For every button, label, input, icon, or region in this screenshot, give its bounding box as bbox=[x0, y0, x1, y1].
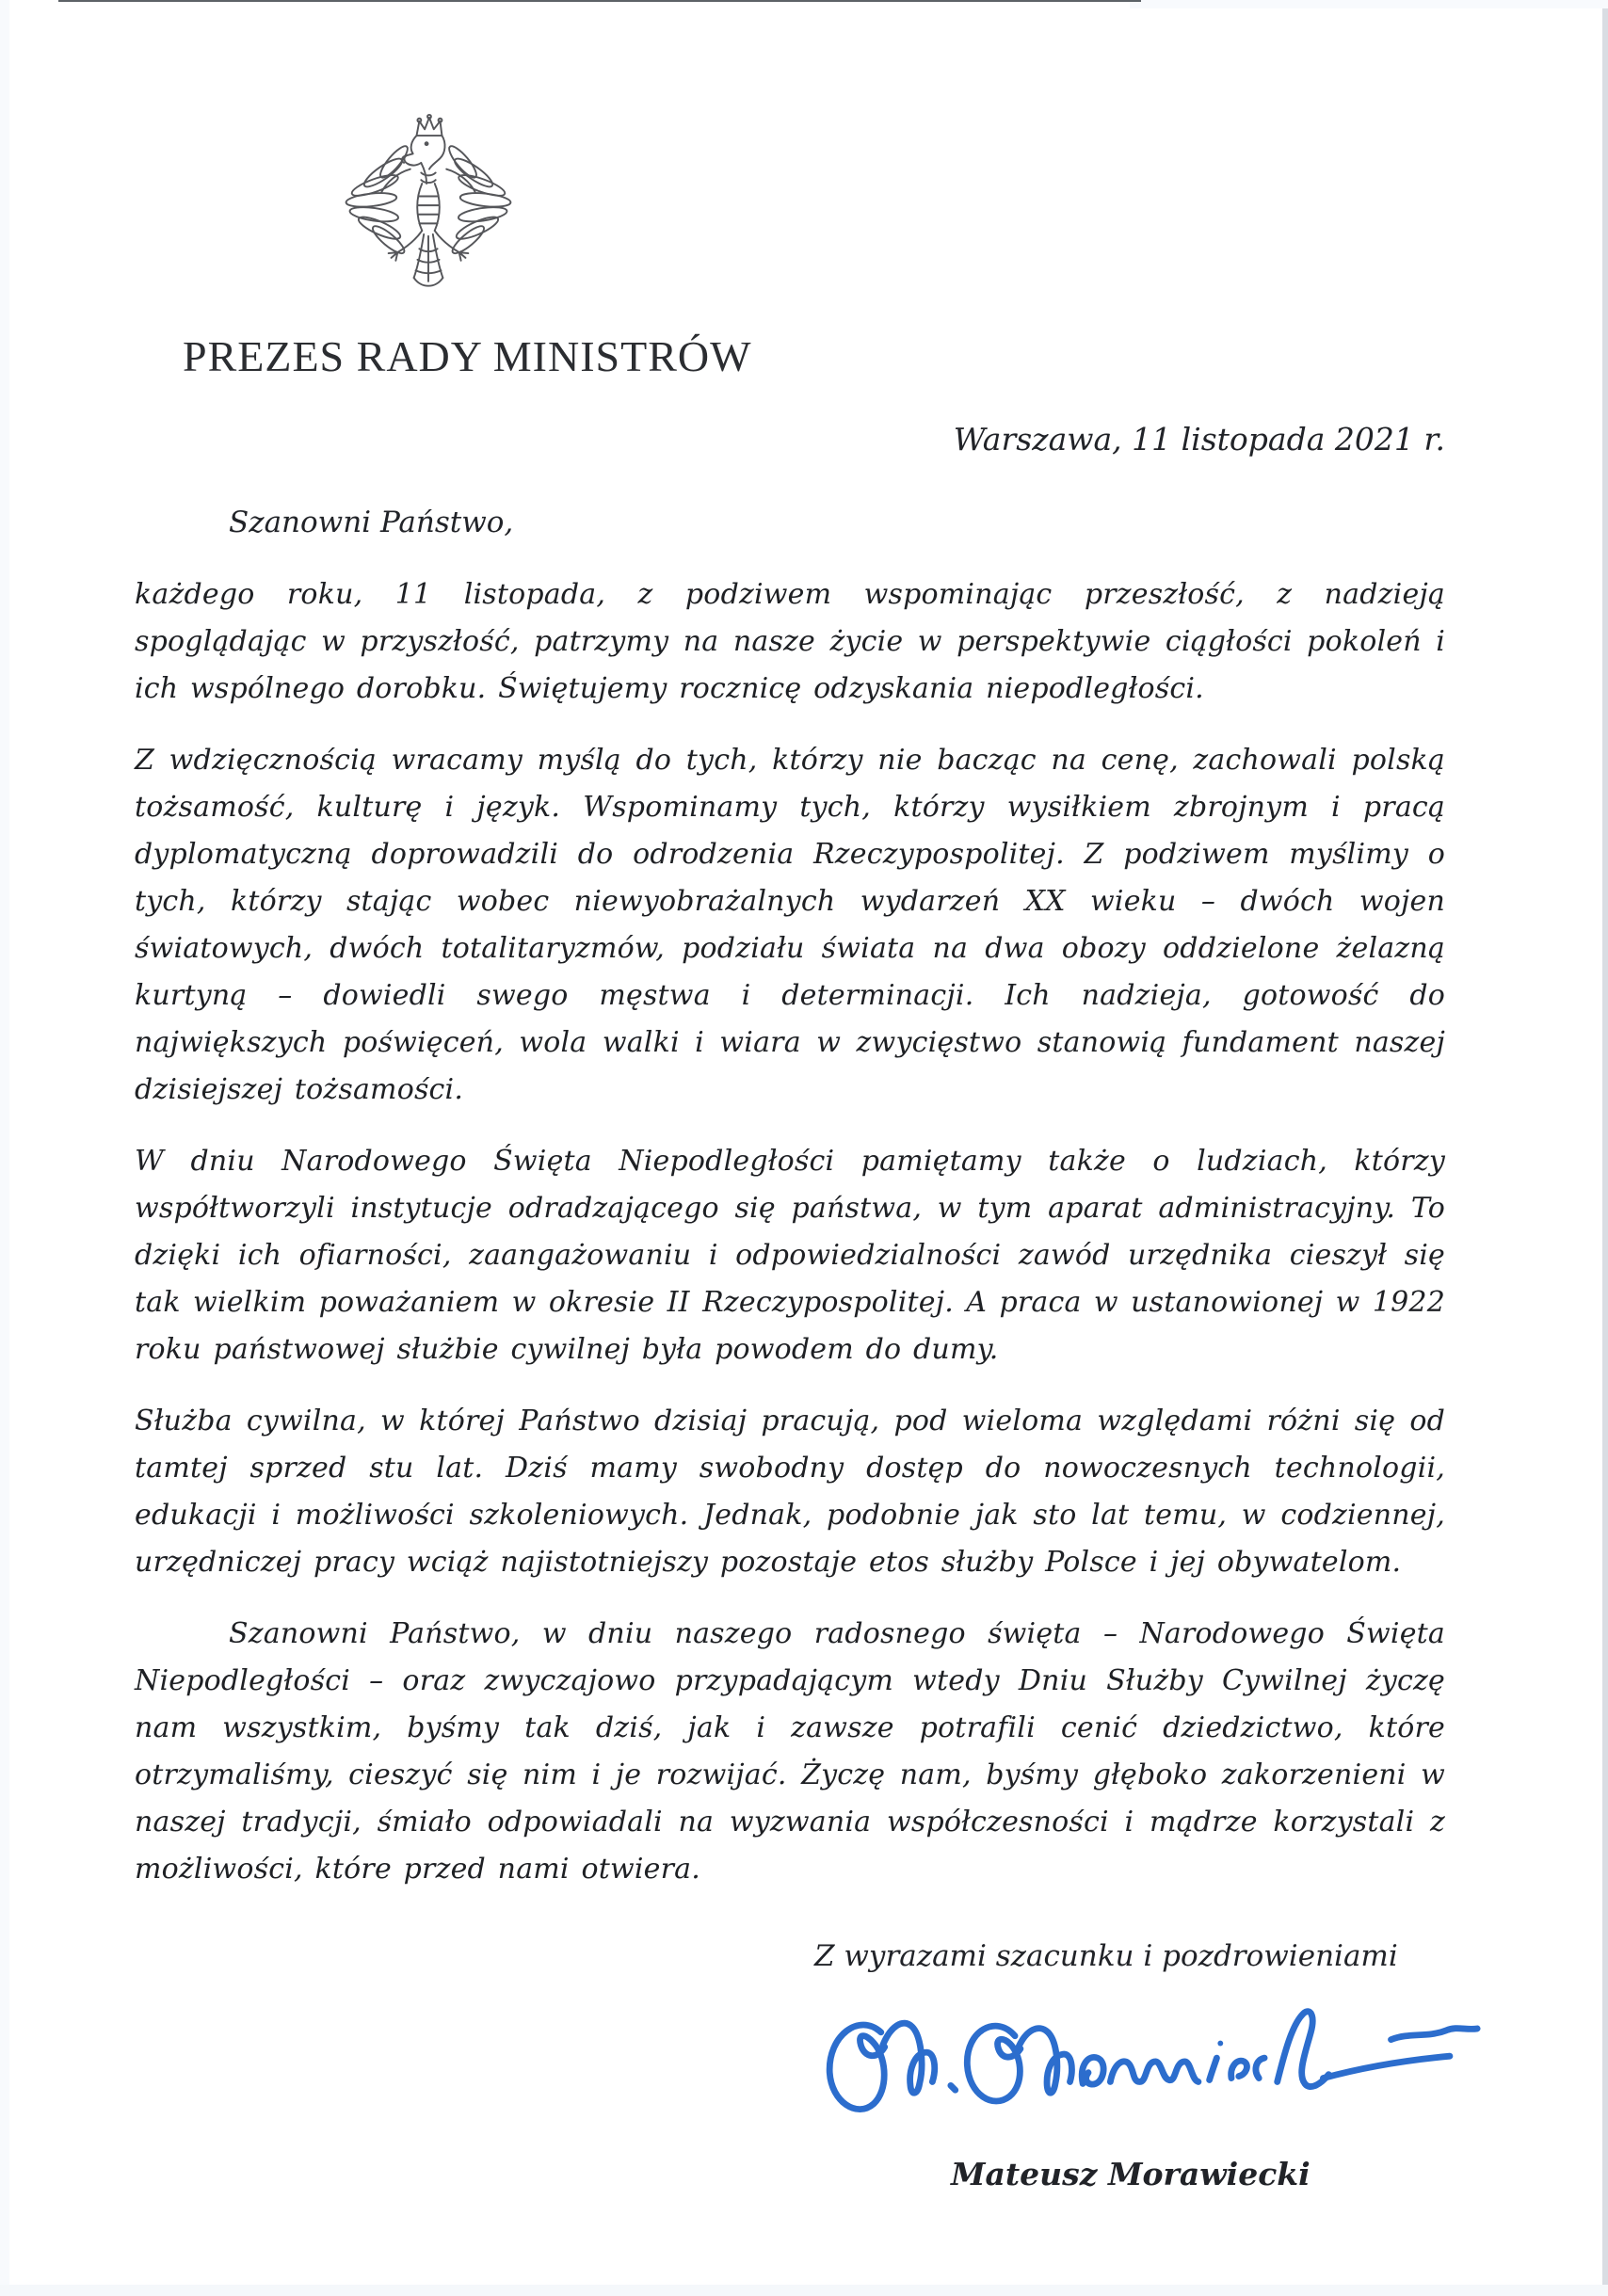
printed-signatory-name: Mateusz Morawiecki bbox=[951, 2156, 1311, 2192]
letter-paragraph-5: Szanowni Państwo, w dniu naszego radosnego święta – Narodowego Święta Niepodległości – oraz zwyczajowo przypadającym wtedy Dniu Służby Cywilnej życzę nam wszystkim, byśmy tak dziś, jak i zawsze potrafili cenić dziedzictwo, które otrzymaliśmy, cieszyć się nim i je rozwijać. Życzę nam, byśmy głęboko zakorzenieni w naszej tradycji, śmiało odpowiadali na wyzwania współczesności i mądrze korzystali z możliwości, które przed nami otwiera. bbox=[135, 1617, 1445, 1886]
scan-edge-top-right bbox=[1130, 0, 1608, 8]
salutation: Szanowni Państwo, bbox=[229, 506, 514, 539]
letter-paragraph-2: Z wdzięcznością wracamy myślą do tych, którzy nie bacząc na cenę, zachowali polską tożsamość, kulturę i język. Wspominamy tych, którzy wysiłkiem zbrojnym i pracą dyplomatyczną doprowadzili do odrodzenia Rzeczypospolitej. Z podziwem myślimy o tych, którzy stając wobec niewyobrażalnych wydarzeń XX wieku – dwóch wojen światowych, dwóch totalitaryzmów, podziału świata na dwa obozy oddzielone żelazną kurtyną – dowiedli swego męstwa i determinacji. Ich nadzieja, gotowość do największych poświęceń, wola walki i wiara w zwycięstwo stanowią fundament naszej dzisiejszej tożsamości. bbox=[135, 744, 1445, 1106]
scan-edge-bottom bbox=[0, 2285, 1608, 2296]
polish-eagle-emblem-icon bbox=[345, 113, 512, 303]
letter-paragraph-1: każdego roku, 11 listopada, z podziwem wspominając przeszłość, z nadzieją spoglądając w przyszłość, patrzymy na nasze życie w perspektywie ciągłości pokoleń i ich wspólnego dorobku. Świętujemy rocznicę odzyskania niepodległości. bbox=[135, 578, 1445, 705]
handwritten-signature-icon bbox=[802, 1992, 1518, 2133]
letter-paragraph-4: Służba cywilna, w której Państwo dzisiaj pracują, pod wieloma względami różni się od tamtej sprzed stu lat. Dziś mamy swobodny dostęp do nowoczesnych technologii, edukacji i możliwości szkoleniowych. Jednak, podobnie jak sto lat temu, w codziennej, urzędniczej pracy wciąż najistotniejszy pozostaje etos służby Polsce i jej obywatelom. bbox=[135, 1405, 1445, 1579]
office-title: PREZES RADY MINISTRÓW bbox=[183, 332, 752, 380]
dateline: Warszawa, 11 listopada 2021 r. bbox=[953, 421, 1445, 458]
letter-paragraph-3: W dniu Narodowego Święta Niepodległości pamiętamy także o ludziach, którzy współtworzyli instytucje odradzającego się państwa, w tym aparat administracyjny. To dzięki ich ofiarności, zaangażowaniu i odpowiedzialności zawód urzędnika cieszył się tak wielkim poważaniem w okresie II Rzeczypospolitej. A praca w ustanowionej w 1922 roku państwowej służbie cywilnej była powodem do dumy. bbox=[135, 1145, 1445, 1366]
scan-edge-right bbox=[1602, 0, 1608, 2296]
letter-body bbox=[135, 571, 1445, 1893]
scan-edge-left bbox=[0, 0, 9, 2296]
scan-edge-top-line bbox=[58, 0, 1141, 2]
closing-line: Z wyrazami szacunku i pozdrowieniami bbox=[814, 1939, 1398, 1973]
